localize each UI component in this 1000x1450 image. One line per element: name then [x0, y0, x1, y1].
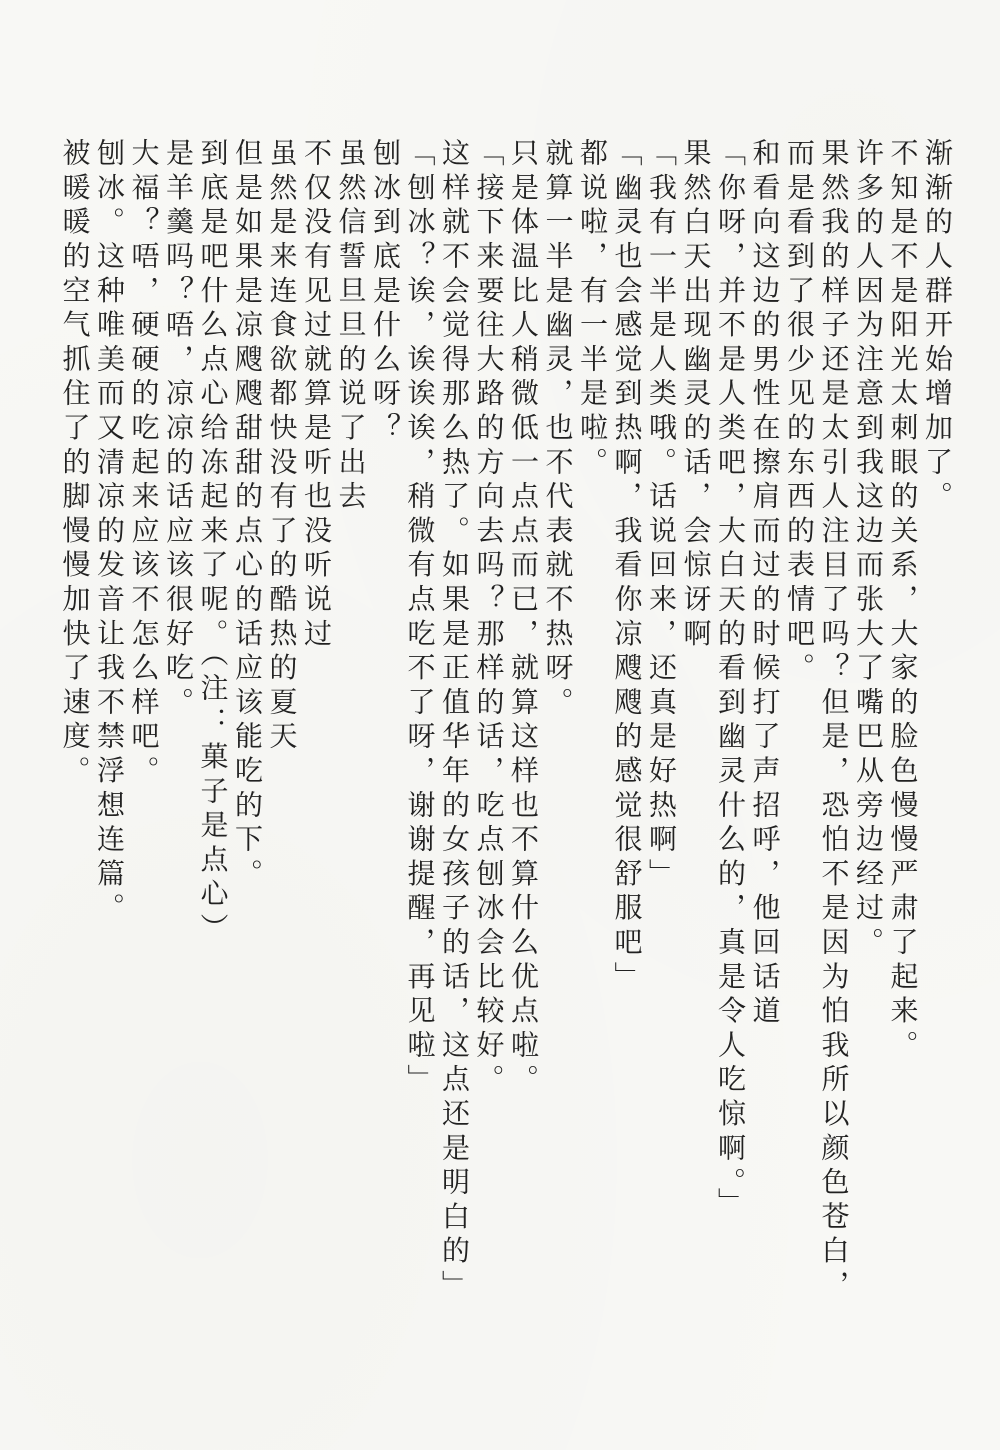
text-column: 虽然信誓旦旦的说了出去	[334, 138, 368, 516]
text-column: 刨冰。这种唯美而又清凉的发音让我不禁浮想连篇。	[93, 138, 126, 927]
text-column: 不仅没有见过就算是听也没听说过	[300, 138, 333, 653]
text-column: 虽然是来连食欲都快没有了的酷热的夏天	[265, 138, 299, 756]
text-column: 到底是吧什么点心给冻起来了呢。（注：菓子是点心）	[196, 138, 230, 948]
text-column: 被暖暖的空气抓住了的脚慢慢加快了速度。	[58, 138, 92, 790]
text-column: 「我有一半是人类哦。话说回来，还真是好热啊」	[645, 138, 678, 893]
text-column: 这样就不会觉得那么热了。如果是正值华年的女孩子的话，这点还是明白的」	[438, 138, 471, 1305]
text-column: 和看向这边的男性在擦肩而过的时候打了声招呼，他回话道	[748, 138, 782, 1030]
text-column: 都说啦，有一半是啦。	[576, 138, 609, 481]
text-column: 刨冰到底是什么呀？	[369, 138, 402, 447]
text-column: 而是看到了很少见的东西的表情吧。	[783, 138, 816, 687]
vertical-text-block	[57, 138, 954, 1310]
text-column: 许多的人因为注意到我这边而张大了嘴巴从旁边经过。	[852, 138, 885, 962]
text-column: 但是如果是凉飕飕甜甜的点心的话应该能吃的下。	[231, 138, 264, 893]
text-column: 「幽灵也会感觉到热啊，我看你凉飕飕的感觉很舒服吧」	[610, 138, 644, 996]
text-column: 是羊羹吗？唔，凉凉的话应该很好吃。	[162, 138, 195, 722]
text-column: 果然我的样子还是太引人注目了吗？但是，恐怕不是因为怕我所以颜色苍白，	[817, 138, 851, 1305]
text-column: 不知是不是阳光太刺眼的关系，大家的脸色慢慢严肃了起来。	[886, 138, 920, 1065]
text-column: 果然白天出现幽灵的话，会惊讶啊	[679, 138, 713, 653]
text-column: 「刨冰？诶，诶诶诶，稍微有点吃不了呀，谢谢提醒，再见啦」	[403, 138, 437, 1099]
text-column: 「接下来要往大路的方向去吗？那样的话，吃点刨冰会比较好。	[472, 138, 506, 1099]
text-column: 「你呀，并不是人类吧，大白天的看到幽灵什么的，真是令人吃惊啊。」	[714, 138, 747, 1222]
text-column: 大福？唔，硬硬的吃起来应该不怎么样吧。	[127, 138, 161, 790]
text-column: 渐渐的人群开始增加了。	[921, 138, 954, 516]
text-column: 就算一半是幽灵，也不代表就不热呀。	[541, 138, 575, 722]
text-column: 只是体温比人稍微低一点点而已，就算这样也不算什么优点啦。	[507, 138, 540, 1099]
